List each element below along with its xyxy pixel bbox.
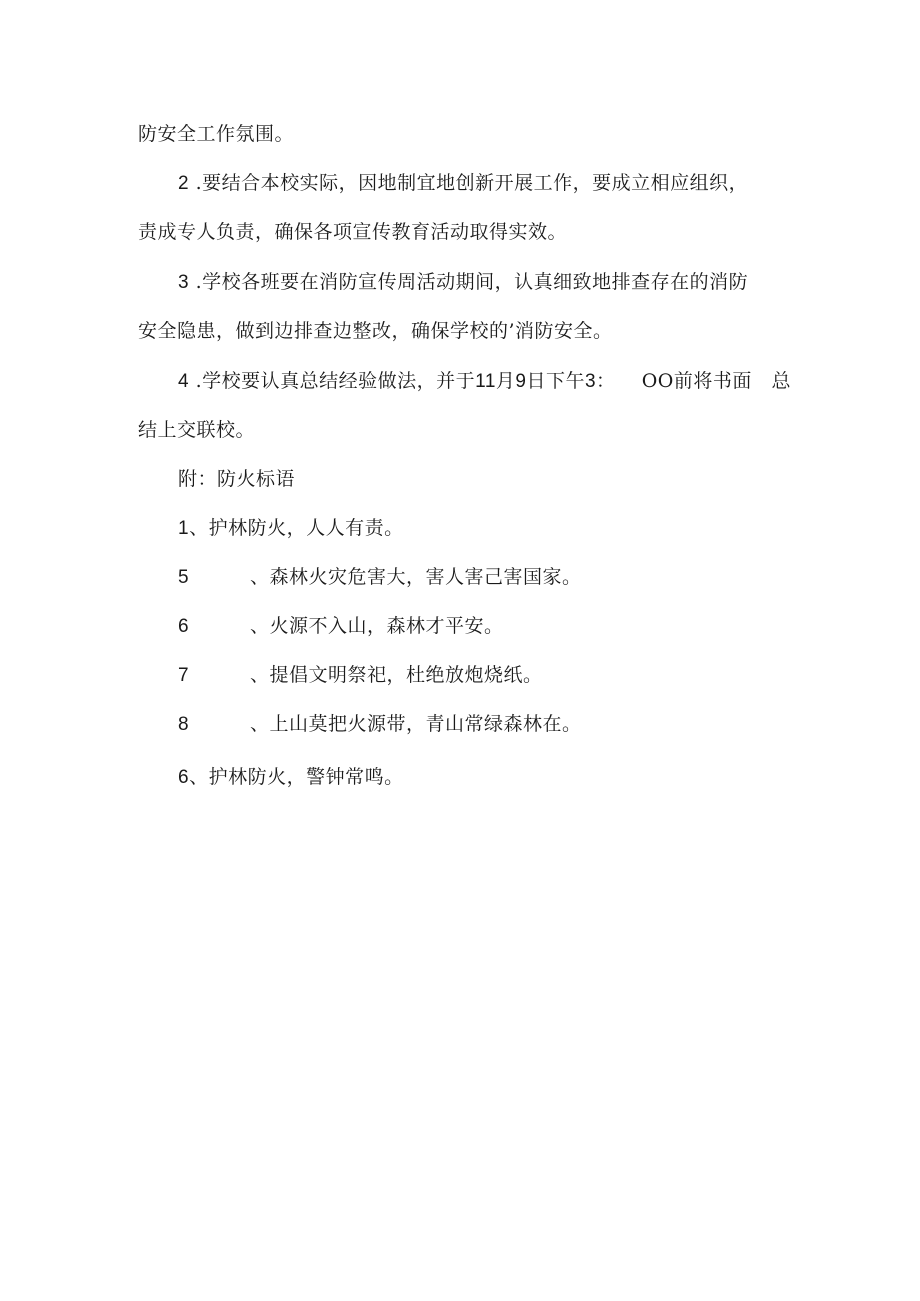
slogan-text: 、护林防火，警钟常鸣。 xyxy=(189,766,404,788)
list-number: 3 xyxy=(178,272,190,293)
slogan-item xyxy=(178,663,543,688)
slogan-item xyxy=(178,712,582,737)
paragraph-text: 责成专人负责，确保各项宣传教育活动取得实效。 xyxy=(138,221,568,243)
slogan-item xyxy=(178,516,404,541)
slogan-text: 、上山莫把火源带，青山常绿森林在。 xyxy=(250,713,582,735)
slogan-text: 、提倡文明祭祀，杜绝放炮烧纸。 xyxy=(250,664,543,686)
paragraph-continuation xyxy=(138,122,294,146)
list-item-3 xyxy=(178,270,748,295)
list-item-2 xyxy=(178,171,748,196)
slogan-number: 6 xyxy=(178,616,190,637)
date-time-text: 11月9日下午3： xyxy=(475,371,616,392)
paragraph-text: 防安全工作氛围。 xyxy=(138,123,295,145)
appendix-title: 附：防火标语 xyxy=(178,468,296,490)
list-number: 2 xyxy=(178,173,190,194)
slogan-number: 6 xyxy=(178,767,190,788)
list-item-4 xyxy=(178,369,791,394)
appendix-heading xyxy=(178,467,295,491)
paragraph-continuation xyxy=(138,418,255,442)
slogan-number: 1 xyxy=(178,518,190,539)
paragraph-text: .学校各班要在消防宣传周活动期间，认真细致地排查存在的消防 xyxy=(189,271,749,293)
paragraph-text: 结上交联校。 xyxy=(138,419,256,441)
slogan-number: 5 xyxy=(178,567,190,588)
slogan-item xyxy=(178,565,582,590)
paragraph-text: .要结合本校实际，因地制宜地创新开展工作，要成立相应组织， xyxy=(189,172,749,194)
slogan-number: 7 xyxy=(178,665,190,686)
slogan-item xyxy=(178,765,404,790)
paragraph-continuation xyxy=(138,319,613,343)
paragraph-text: 安全隐患，做到边排查边整改，确保学校的’消防安全。 xyxy=(138,320,613,342)
slogan-number: 8 xyxy=(178,714,190,735)
paragraph-continuation xyxy=(138,220,567,244)
slogan-text: 、森林火灾危害大，害人害己害国家。 xyxy=(250,566,582,588)
slogan-text: 、火源不入山，森林才平安。 xyxy=(250,615,504,637)
slogan-text: 、护林防火，人人有责。 xyxy=(189,517,404,539)
list-number: 4 xyxy=(178,371,190,392)
paragraph-text: OO前将书面 总 xyxy=(615,370,791,392)
slogan-item xyxy=(178,614,504,639)
paragraph-text: .学校要认真总结经验做法，并于 xyxy=(189,370,476,392)
